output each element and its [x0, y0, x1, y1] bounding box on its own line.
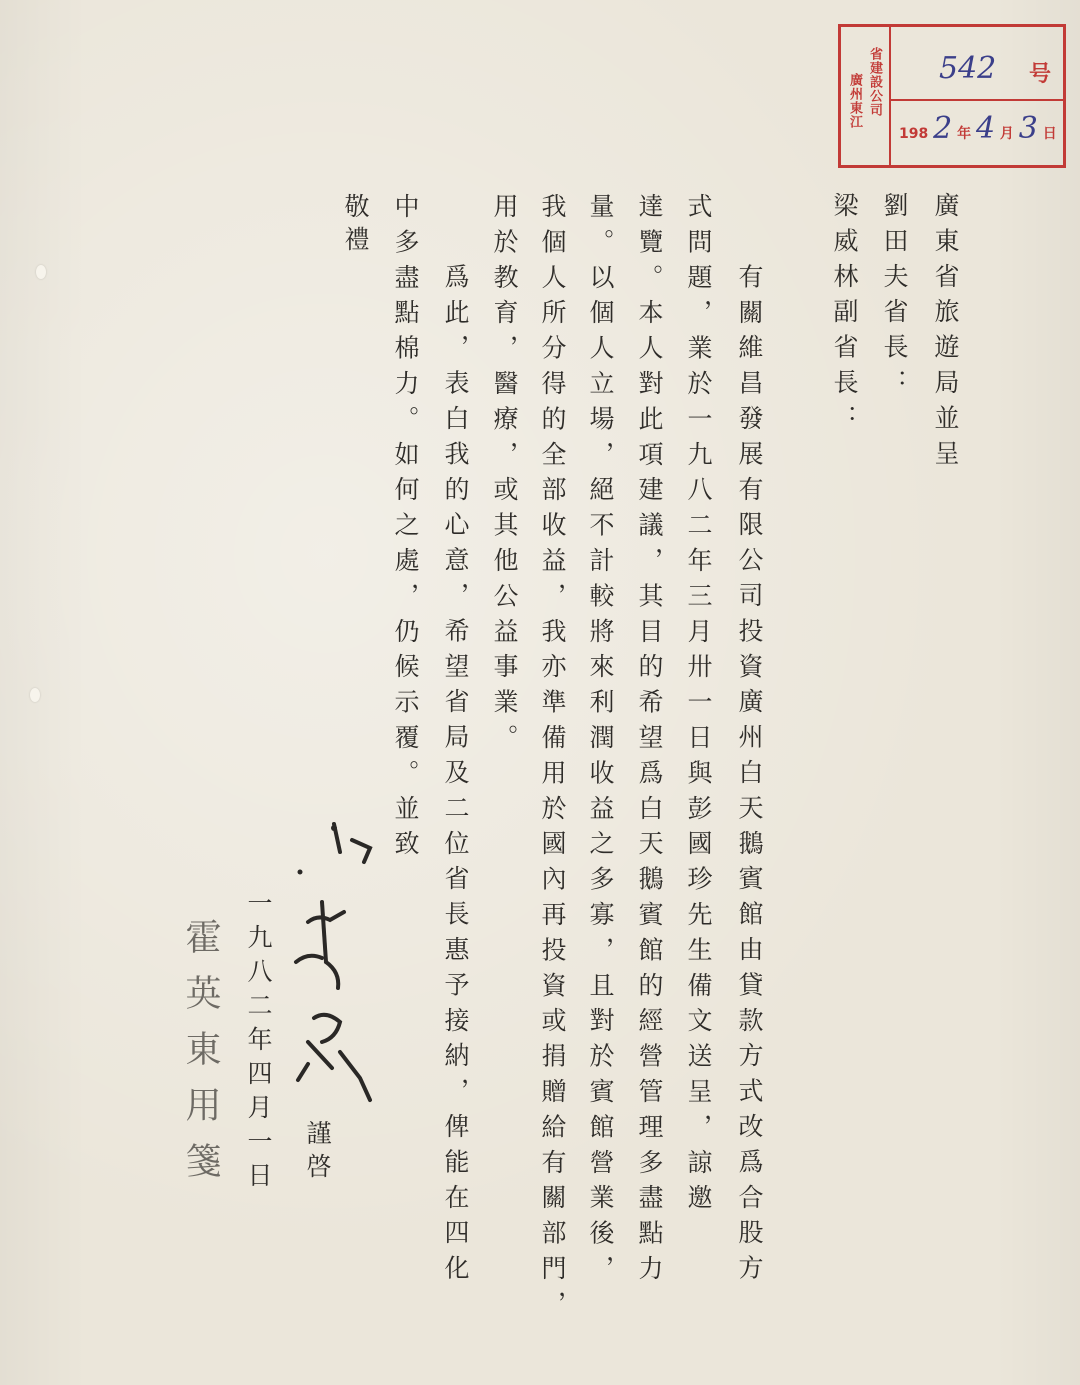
stamp-date-day: 3 — [1018, 111, 1038, 146]
stamp-date — [899, 111, 1057, 146]
stamp-date-month: 4 — [975, 111, 996, 146]
body-column: 量。以個人立場，絕不計較將來利潤收益之多寡，且對於賓館營業後， — [586, 193, 615, 1291]
stamp-divider — [891, 99, 1063, 101]
signoff: 謹啓 — [303, 1120, 332, 1186]
stamp-date-day-unit: 日 — [1042, 126, 1057, 142]
stamp-date-prefix: 198 — [899, 126, 929, 142]
stamp-org-line: 省建設公司 — [867, 47, 882, 117]
letterhead: 霍英東用箋 — [180, 918, 221, 1198]
handwritten-signature — [278, 812, 378, 1112]
addressee-line: 劉田夫省長： — [880, 192, 909, 405]
stamp-number-suffix: 号 — [1029, 62, 1052, 87]
punch-hole — [36, 265, 46, 279]
body-column: 式問題，業於一九八二年三月卅一日與彭國珍先生備文送呈，諒邀 — [684, 193, 713, 1220]
closing-salutation: 敬禮 — [341, 193, 370, 259]
addressee-line: 廣東省旅遊局並呈 — [931, 192, 960, 476]
addressee-line: 梁威林副省長： — [830, 192, 859, 440]
punch-hole — [30, 688, 40, 702]
body-column: 有關維昌發展有限公司投資廣州白天鵝賓館由貸款方式改爲合股方 — [735, 228, 764, 1290]
body-column: 中多盡點棉力。如何之處，仍候示覆。並致 — [391, 193, 420, 866]
stamp-number: 542 — [939, 51, 997, 86]
letter-date: 一九八二年四月一日 — [244, 890, 273, 1196]
stamp-date-year: 2 — [933, 111, 953, 146]
stamp-date-month-unit: 月 — [999, 126, 1014, 142]
body-column: 爲此，表白我的心意，希望省局及二位省長惠予接納，俾能在四化 — [441, 228, 470, 1290]
body-column: 用於教育，醫療，或其他公益事業。 — [490, 193, 519, 760]
body-column: 我個人所分得的全部收益，我亦準備用於國內再投資或捐贈給有關部門， — [538, 193, 567, 1326]
stamp-org-block — [841, 27, 891, 165]
stamp-org-line: 廣州東江 — [847, 73, 862, 129]
stamp-date-year-unit: 年 — [957, 126, 972, 142]
body-column: 達覽。本人對此項建議，其目的希望爲白天鵝賓館的經營管理多盡點力 — [635, 193, 664, 1291]
receipt-stamp — [838, 24, 1066, 168]
